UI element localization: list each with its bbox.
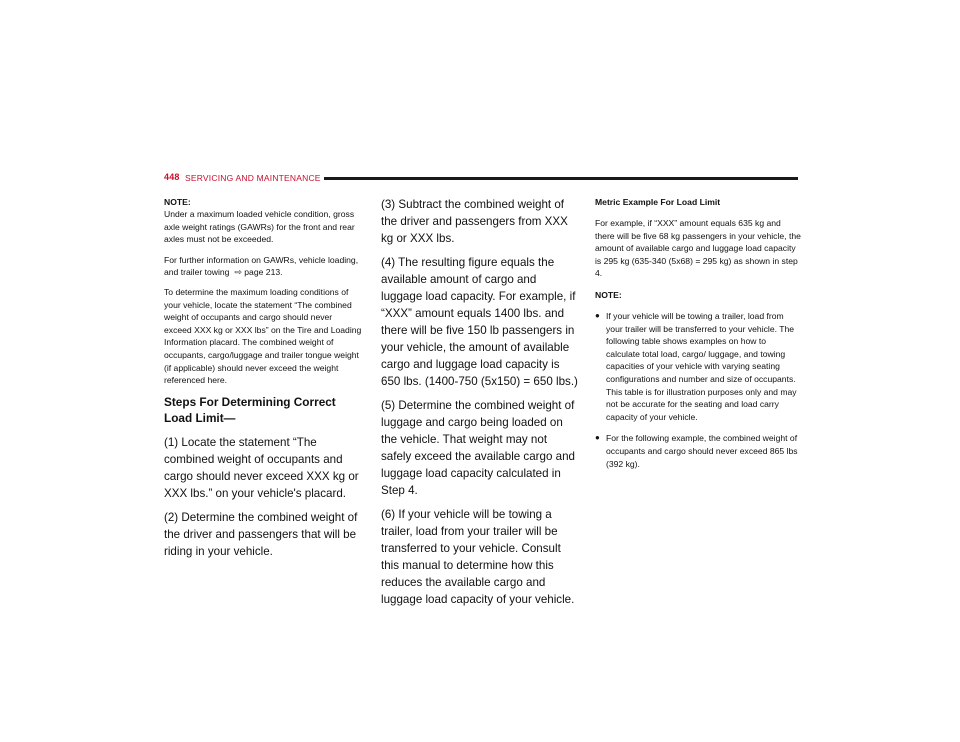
note-bullet-list	[595, 310, 801, 470]
step-4: (4) The resulting figure equals the available amount of cargo and luggage load capacity. For example, if “XXX” amount equals 1400 lbs. and there will be five 150 lb passengers in your vehicle, the amount of available cargo and luggage load capacity is 650 lbs. (1400-750 (5x150) = 650 lbs.)	[381, 256, 578, 388]
note-label-right: NOTE:	[595, 289, 622, 300]
column-left	[164, 196, 362, 567]
list-item	[595, 310, 801, 423]
list-item	[595, 432, 801, 470]
step-6: (6) If your vehicle will be towing a trailer, load from your trailer will be transferred to your vehicle. Consult this manual to determine how this reduces the available cargo and luggage load capacity of your vehicle.	[381, 508, 575, 606]
bullet-text: If your vehicle will be towing a trailer, load from your trailer will be transferred to your vehicle. The following table shows examples on how to calculate total load, cargo/ luggage, and towing capacities of your vehicle with varying seating configurations and number and size of occupants. This table is for illustration purposes only and may not be accurate for the seating and load carry capacity of your vehicle.	[606, 310, 797, 422]
step-5: (5) Determine the combined weight of luggage and cargo being loaded on the vehicle. That weight may not safely exceed the available cargo and luggage load capacity calculated in Step 4.	[381, 399, 576, 497]
determine-paragraph: To determine the maximum loading conditions of your vehicle, locate the statement “The combined weight of occupants and cargo should never exceed XXX kg or XXX lbs” on the Tire and Loading Information placard. The combined weight of occupants, cargo/luggage and trailer tongue weight (if applicable) should never exceed the weight referenced here.	[164, 286, 362, 386]
steps-heading: Steps For Determining Correct Load Limit—	[164, 394, 336, 425]
further-info-text: For further information on GAWRs, vehicle loading, and trailer towing	[164, 254, 359, 278]
page-reference-link[interactable]: page 213.	[244, 267, 283, 278]
arrow-right-icon: ⇨	[231, 267, 242, 278]
step-1: (1) Locate the statement “The combined weight of occupants and cargo should never exceed XXX kg or XXX lbs.” on your vehicle's placard.	[164, 435, 359, 500]
page-number: 448	[164, 172, 180, 182]
page-header	[164, 172, 798, 186]
note-text: Under a maximum loaded vehicle condition, gross axle weight ratings (GAWRs) for the front and rear axles must not be exceeded.	[164, 209, 355, 245]
header-rule	[324, 177, 798, 180]
bullet-dot-icon: ●	[595, 433, 600, 443]
step-3: (3) Subtract the combined weight of the driver and passengers from XXX kg or XXX lbs.	[381, 198, 568, 245]
metric-text: For example, if “XXX” amount equals 635 kg and there will be five 68 kg passengers in your vehicle, the amount of available cargo and luggage load capacity is 295 kg (635-340 (5x68) = 295 kg) as shown in step 4.	[595, 218, 801, 279]
column-middle	[381, 196, 579, 615]
bullet-text: For the following example, the combined weight of occupants and cargo should never exceed 865 lbs (392 kg).	[606, 433, 798, 469]
step-2: (2) Determine the combined weight of the driver and passengers that will be riding in your vehicle.	[164, 510, 358, 558]
section-title: SERVICING AND MAINTENANCE	[185, 172, 321, 183]
note-label: NOTE:	[164, 197, 191, 207]
column-right	[595, 196, 801, 479]
metric-heading: Metric Example For Load Limit	[595, 197, 721, 207]
further-info-paragraph	[164, 254, 362, 279]
bullet-dot-icon: ●	[595, 310, 600, 320]
